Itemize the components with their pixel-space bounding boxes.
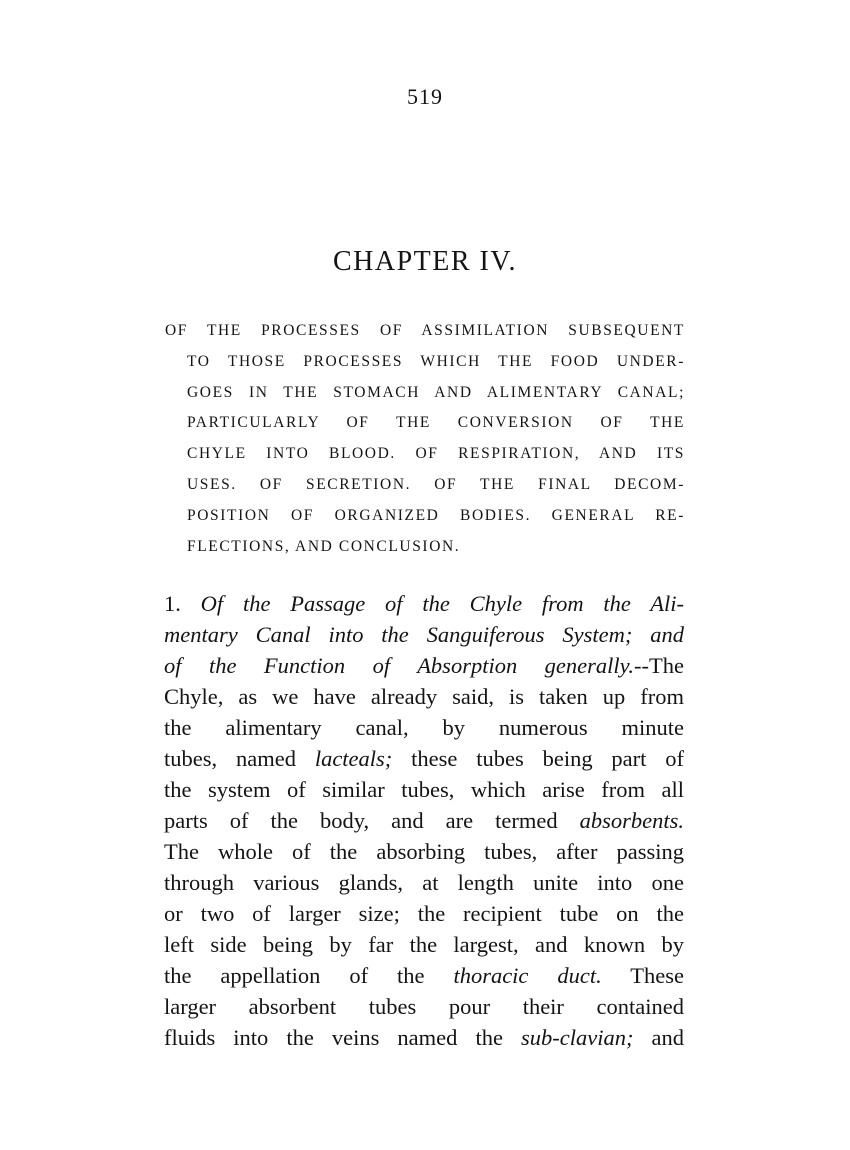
summary-line: FLECTIONS, AND CONCLUSION. [187, 537, 461, 555]
body-line: the alimentary canal, by numerous minute [164, 715, 684, 740]
body-line [164, 743, 684, 774]
body-text: These [630, 963, 684, 988]
body-line: the system of similar tubes, which arise from all [164, 777, 684, 802]
section-heading: Of the Passage of the Chyle from the Ali- [200, 591, 684, 616]
body-line [164, 805, 684, 836]
chapter-title: CHAPTER IV. [332, 246, 517, 277]
body-line: The whole of the absorbing tubes, after passing [164, 839, 684, 864]
summary-line: CHYLE INTO BLOOD. OF RESPIRATION, AND ITS [187, 445, 685, 463]
summary-line: USES. OF SECRETION. OF THE FINAL DECOM- [187, 475, 685, 493]
section-number: 1. [164, 591, 181, 616]
body-text: tubes, named [164, 746, 296, 771]
body-line [164, 650, 684, 681]
body-line: larger absorbent tubes pour their contained [164, 994, 684, 1019]
body-text: fluids into the veins named the [164, 1025, 503, 1050]
body-line: through various glands, at length unite into one [164, 870, 684, 895]
body-text: these tubes being part of [411, 746, 685, 771]
summary-line: OF THE PROCESSES OF ASSIMILATION SUBSEQUENT [165, 322, 685, 339]
body-line [164, 619, 684, 650]
emphasis-term: lacteals; [314, 746, 393, 771]
emphasis-term: thoracic duct. [453, 963, 602, 988]
body-line [164, 588, 684, 619]
summary-line: PARTICULARLY OF THE CONVERSION OF THE [187, 414, 685, 432]
summary-line: TO THOSE PROCESSES WHICH THE FOOD UNDER- [187, 352, 685, 370]
summary-line: POSITION OF ORGANIZED BODIES. GENERAL RE- [187, 506, 685, 524]
body-paragraph [164, 588, 684, 1053]
page-number: 519 [407, 84, 443, 109]
body-line: left side being by far the largest, and known by [164, 932, 684, 957]
section-heading: mentary Canal into the Sanguiferous System; and [164, 622, 684, 647]
body-line: Chyle, as we have already said, is taken up from [164, 684, 684, 709]
body-line [164, 1022, 684, 1053]
emphasis-term: sub-clavian; [520, 1025, 634, 1050]
body-text: --The [634, 653, 684, 678]
emphasis-term: absorbents. [579, 808, 684, 833]
body-text: the appellation of the [164, 963, 425, 988]
summary-line: GOES IN THE STOMACH AND ALIMENTARY CANAL; [187, 383, 685, 401]
body-text: parts of the body, and are termed [164, 808, 558, 833]
body-text: and [651, 1025, 684, 1050]
section-heading: of the Function of Absorption generally. [164, 653, 635, 678]
chapter-summary [165, 316, 685, 562]
body-line [164, 960, 684, 991]
body-line: or two of larger size; the recipient tube on the [164, 901, 684, 926]
